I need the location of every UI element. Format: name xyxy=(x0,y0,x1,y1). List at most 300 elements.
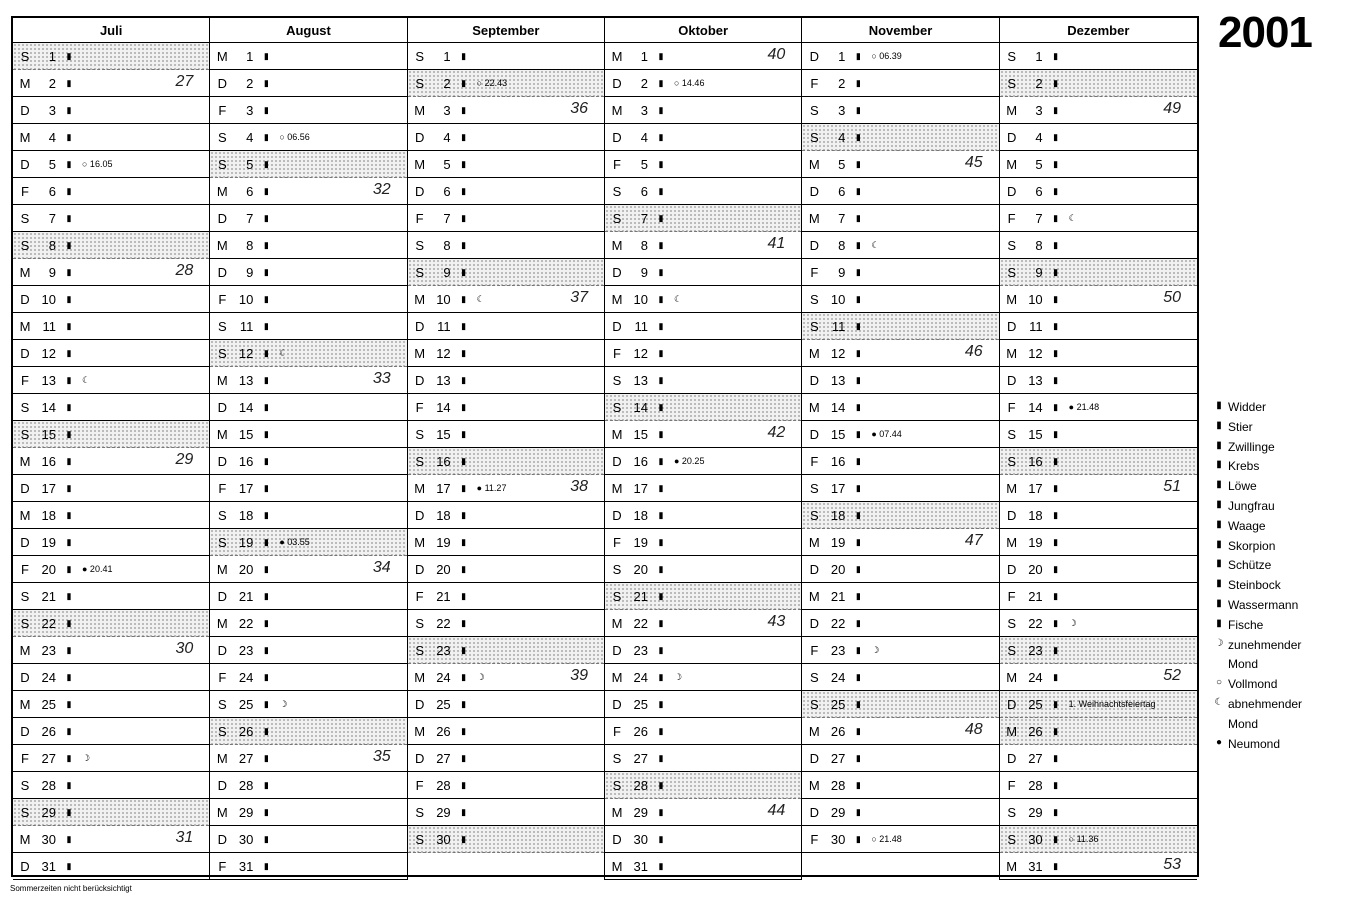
day-number: 23 xyxy=(1028,642,1043,658)
weekday-letter: D xyxy=(20,723,30,739)
week-number: 46 xyxy=(964,343,983,360)
day-row xyxy=(408,826,604,853)
zodiac-icon xyxy=(1049,861,1063,872)
day-row xyxy=(605,394,801,421)
zodiac-icon xyxy=(457,348,471,359)
legend-label: Mond xyxy=(1228,716,1259,731)
weekday-letter: M xyxy=(611,102,623,118)
day-number: 10 xyxy=(830,291,846,307)
weekday-letter: D xyxy=(414,372,425,388)
weekday-letter: M xyxy=(216,48,228,64)
legend-zodiac-item xyxy=(1210,400,1350,420)
day-row xyxy=(605,178,801,205)
weekday-letter: S xyxy=(1007,237,1016,253)
zodiac-icon xyxy=(457,591,471,602)
day-number: 16 xyxy=(436,453,451,469)
weekday-letter: F xyxy=(810,453,819,469)
weekday-letter: D xyxy=(809,426,820,442)
legend-label: Mond xyxy=(1228,657,1259,672)
weekday-letter: F xyxy=(415,777,424,793)
zodiac-icon xyxy=(457,699,471,710)
day-row xyxy=(1000,232,1197,259)
archer-icon: ▮ xyxy=(1216,558,1222,570)
weekday-letter: D xyxy=(414,507,425,523)
day-number: 25 xyxy=(633,696,648,712)
day-row xyxy=(210,70,406,97)
zodiac-icon xyxy=(1049,186,1063,197)
day-number: 14 xyxy=(41,399,56,415)
day-number: 12 xyxy=(1028,345,1043,361)
scorpion-icon: ▮ xyxy=(1216,538,1222,550)
weekday-letter: S xyxy=(1007,453,1016,469)
weekday-letter: S xyxy=(217,723,227,739)
weekday-letter: F xyxy=(21,750,29,766)
zodiac-icon xyxy=(851,726,865,737)
day-row xyxy=(605,124,801,151)
day-number: 2 xyxy=(1035,75,1043,91)
weekday-letter: S xyxy=(809,102,819,118)
day-number: 12 xyxy=(238,345,254,361)
weekday-letter: S xyxy=(809,480,819,496)
zodiac-icon xyxy=(62,591,76,602)
zodiac-icon xyxy=(259,321,273,332)
weekday-letter: S xyxy=(415,642,424,658)
day-row xyxy=(605,610,801,637)
zodiac-icon xyxy=(654,240,668,251)
moon-phase-icon: ☾ xyxy=(1214,696,1224,708)
day-row xyxy=(802,610,998,637)
day-number: 30 xyxy=(41,831,56,847)
weekday-letter: M xyxy=(414,534,426,550)
zodiac-icon xyxy=(259,726,273,737)
day-row xyxy=(605,97,801,124)
zodiac-icon xyxy=(259,807,273,818)
day-number: 21 xyxy=(41,588,56,604)
week-number: 35 xyxy=(372,748,391,765)
zodiac-icon xyxy=(1049,807,1063,818)
day-number: 17 xyxy=(436,480,451,496)
week-number: 42 xyxy=(767,424,786,441)
month-column xyxy=(13,18,210,880)
footnote: Sommerzeiten nicht berücksichtigt xyxy=(10,884,132,893)
legend-label: abnehmender xyxy=(1228,696,1303,711)
weekday-letter: D xyxy=(809,372,820,388)
day-number: 31 xyxy=(1028,858,1043,874)
bull-icon: ▮ xyxy=(1216,419,1222,431)
day-row xyxy=(605,502,801,529)
moon-phase: ○ 14.46 xyxy=(673,78,705,88)
weekday-letter: S xyxy=(20,210,30,226)
weekday-letter: F xyxy=(810,831,819,847)
weekday-letter: D xyxy=(612,642,622,658)
moon-phase: ● 20.25 xyxy=(673,456,705,466)
day-row xyxy=(1000,286,1197,313)
day-row xyxy=(605,799,801,826)
weekday-letter: M xyxy=(19,453,31,469)
zodiac-icon xyxy=(259,51,273,62)
day-row xyxy=(408,556,604,583)
day-number: 14 xyxy=(1028,399,1043,415)
day-row xyxy=(605,745,801,772)
weekday-letter: S xyxy=(217,507,227,523)
day-number: 19 xyxy=(238,534,254,550)
day-number: 24 xyxy=(238,669,254,685)
moon-phase: ○ 21.48 xyxy=(871,834,902,844)
day-row xyxy=(802,691,998,718)
day-row xyxy=(802,799,998,826)
day-row xyxy=(210,826,406,853)
day-number: 19 xyxy=(633,534,648,550)
day-row xyxy=(13,745,209,772)
zodiac-icon xyxy=(1049,456,1063,467)
zodiac-icon xyxy=(457,375,471,386)
zodiac-icon xyxy=(62,321,76,332)
day-row xyxy=(1000,610,1197,637)
day-number: 8 xyxy=(246,237,254,253)
day-row xyxy=(1000,394,1197,421)
week-number: 48 xyxy=(964,721,983,738)
day-number: 24 xyxy=(633,669,648,685)
weekday-letter: D xyxy=(217,399,228,415)
day-row xyxy=(13,97,209,124)
day-row xyxy=(210,232,406,259)
zodiac-icon xyxy=(259,159,273,170)
legend xyxy=(1210,400,1350,756)
day-number: 12 xyxy=(830,345,846,361)
zodiac-icon xyxy=(259,564,273,575)
day-number: 1 xyxy=(443,48,451,64)
zodiac-icon xyxy=(62,537,76,548)
moon-phase: ○ 06.56 xyxy=(279,132,310,142)
zodiac-icon xyxy=(259,132,273,143)
water-bearer-icon: ▮ xyxy=(1216,597,1222,609)
weekday-letter: F xyxy=(1007,399,1016,415)
zodiac-icon xyxy=(62,78,76,89)
day-number: 26 xyxy=(436,723,451,739)
zodiac-icon xyxy=(654,132,668,143)
weekday-letter: M xyxy=(414,480,426,496)
weekday-letter: D xyxy=(414,129,425,145)
weekday-letter: S xyxy=(217,129,227,145)
legend-moon-item xyxy=(1210,677,1350,697)
moon-phase: ☽ xyxy=(871,644,880,655)
weekday-letter: M xyxy=(414,291,426,307)
weekday-letter: M xyxy=(216,804,228,820)
zodiac-icon xyxy=(62,267,76,278)
week-number: 45 xyxy=(964,154,983,171)
week-number: 43 xyxy=(767,613,786,630)
day-number: 3 xyxy=(246,102,254,118)
weekday-letter: D xyxy=(217,588,228,604)
weekday-letter: S xyxy=(415,804,424,820)
zodiac-icon xyxy=(457,483,471,494)
month-header: September xyxy=(408,18,604,43)
day-row xyxy=(605,556,801,583)
weekday-letter: D xyxy=(217,453,228,469)
day-number: 9 xyxy=(838,264,846,280)
zodiac-icon xyxy=(62,753,76,764)
day-number: 29 xyxy=(436,804,451,820)
zodiac-icon xyxy=(851,51,865,62)
zodiac-icon xyxy=(259,780,273,791)
day-row xyxy=(1000,556,1197,583)
day-row xyxy=(408,448,604,475)
weekday-letter: F xyxy=(613,156,621,172)
day-number: 11 xyxy=(831,318,846,334)
month-header: Dezember xyxy=(1000,18,1197,43)
moon-phase: ○ 16.05 xyxy=(82,159,113,169)
legend-label: zunehmender xyxy=(1228,637,1302,652)
day-number: 14 xyxy=(830,399,846,415)
weekday-letter: F xyxy=(810,264,819,280)
legend-moon-item-cont xyxy=(1210,717,1350,737)
zodiac-icon xyxy=(62,726,76,737)
legend-moon-item xyxy=(1210,638,1350,658)
weekday-letter: S xyxy=(20,777,30,793)
week-number: 52 xyxy=(1163,667,1181,684)
zodiac-icon xyxy=(654,726,668,737)
day-row xyxy=(802,259,998,286)
weekday-letter: S xyxy=(20,48,30,64)
zodiac-icon xyxy=(1049,132,1063,143)
day-row xyxy=(605,205,801,232)
zodiac-icon xyxy=(654,186,668,197)
zodiac-icon xyxy=(1049,159,1063,170)
day-row xyxy=(408,151,604,178)
day-number: 28 xyxy=(238,777,254,793)
day-number: 17 xyxy=(633,480,648,496)
weekday-letter: M xyxy=(808,156,820,172)
weekday-letter: F xyxy=(1007,777,1016,793)
day-row xyxy=(408,178,604,205)
day-row xyxy=(408,70,604,97)
day-number: 15 xyxy=(1028,426,1043,442)
day-number: 9 xyxy=(1035,264,1043,280)
week-number: 53 xyxy=(1163,856,1181,873)
zodiac-icon xyxy=(851,267,865,278)
day-number: 4 xyxy=(838,129,846,145)
zodiac-icon xyxy=(62,51,76,62)
day-row xyxy=(1000,664,1197,691)
weekday-letter: M xyxy=(19,264,31,280)
day-number: 20 xyxy=(1028,561,1043,577)
day-number: 8 xyxy=(443,237,451,253)
day-row xyxy=(1000,151,1197,178)
day-row xyxy=(210,502,406,529)
day-row xyxy=(13,151,209,178)
day-number: 27 xyxy=(238,750,254,766)
weekday-letter: S xyxy=(612,399,622,415)
day-number: 29 xyxy=(41,804,56,820)
day-row xyxy=(408,124,604,151)
weekday-letter: D xyxy=(217,777,228,793)
weekday-letter: S xyxy=(1007,804,1016,820)
weekday-letter: M xyxy=(611,615,623,631)
day-number: 7 xyxy=(640,210,648,226)
legend-label: Vollmond xyxy=(1228,677,1278,692)
day-row xyxy=(802,43,998,70)
day-number: 24 xyxy=(830,669,846,685)
weekday-letter: M xyxy=(611,858,623,874)
day-number: 17 xyxy=(1028,480,1043,496)
day-row xyxy=(605,286,801,313)
day-number: 16 xyxy=(633,453,648,469)
day-number: 1 xyxy=(640,48,648,64)
day-number: 11 xyxy=(634,318,648,334)
day-row xyxy=(605,583,801,610)
day-row xyxy=(605,664,801,691)
weekday-letter: F xyxy=(415,588,424,604)
moon-phase: ● 20.41 xyxy=(82,564,113,574)
zodiac-icon xyxy=(654,834,668,845)
day-row xyxy=(605,853,801,880)
day-row xyxy=(210,43,406,70)
day-number: 18 xyxy=(830,507,846,523)
day-number: 2 xyxy=(443,75,451,91)
day-row xyxy=(210,151,406,178)
zodiac-icon xyxy=(259,537,273,548)
weekday-letter: M xyxy=(611,291,623,307)
day-row xyxy=(802,151,998,178)
day-number: 3 xyxy=(1035,102,1043,118)
weekday-letter: M xyxy=(808,534,820,550)
weekday-letter: M xyxy=(808,345,820,361)
day-row xyxy=(802,70,998,97)
day-row xyxy=(210,745,406,772)
day-row xyxy=(605,421,801,448)
zodiac-icon xyxy=(654,213,668,224)
day-row xyxy=(605,691,801,718)
weekday-letter: D xyxy=(1006,318,1017,334)
day-number: 24 xyxy=(436,669,451,685)
day-number: 19 xyxy=(1028,534,1043,550)
day-number: 24 xyxy=(41,669,56,685)
weekday-letter: S xyxy=(415,453,424,469)
zodiac-icon xyxy=(62,456,76,467)
weekday-letter: S xyxy=(217,345,227,361)
zodiac-icon xyxy=(851,753,865,764)
day-number: 26 xyxy=(830,723,846,739)
day-number: 28 xyxy=(436,777,451,793)
moon-phase: ● 07.44 xyxy=(871,429,902,439)
day-row xyxy=(605,151,801,178)
day-number: 10 xyxy=(436,291,451,307)
day-number: 16 xyxy=(238,453,254,469)
day-row xyxy=(13,43,209,70)
day-row xyxy=(408,340,604,367)
day-row xyxy=(802,529,998,556)
day-number: 31 xyxy=(238,858,254,874)
weekday-letter: D xyxy=(414,183,425,199)
zodiac-icon xyxy=(259,402,273,413)
day-number: 21 xyxy=(436,588,451,604)
day-number: 28 xyxy=(1028,777,1043,793)
day-number: 3 xyxy=(838,102,846,118)
zodiac-icon xyxy=(62,564,76,575)
zodiac-icon xyxy=(259,240,273,251)
day-row xyxy=(802,340,998,367)
day-row xyxy=(210,97,406,124)
zodiac-icon xyxy=(851,699,865,710)
day-number: 28 xyxy=(830,777,846,793)
day-number: 10 xyxy=(238,291,254,307)
day-row xyxy=(408,286,604,313)
day-row xyxy=(408,367,604,394)
legend-label: Skorpion xyxy=(1228,538,1276,553)
zodiac-icon xyxy=(62,240,76,251)
day-number: 6 xyxy=(246,183,254,199)
day-number: 17 xyxy=(830,480,846,496)
day-row xyxy=(802,124,998,151)
weekday-letter: M xyxy=(414,345,426,361)
day-number: 17 xyxy=(238,480,254,496)
twins-icon: ▮ xyxy=(1216,439,1222,451)
fish-icon: ▮ xyxy=(1216,617,1222,629)
weekday-letter: S xyxy=(217,318,227,334)
week-number: 44 xyxy=(767,802,786,819)
day-number: 5 xyxy=(640,156,648,172)
month-column xyxy=(605,18,802,880)
day-row xyxy=(1000,853,1197,880)
weekday-letter: M xyxy=(1006,102,1018,118)
weekday-letter: S xyxy=(217,696,227,712)
weekday-letter: M xyxy=(1006,156,1018,172)
zodiac-icon xyxy=(851,294,865,305)
zodiac-icon xyxy=(259,375,273,386)
weekday-letter: M xyxy=(19,75,31,91)
weekday-letter: S xyxy=(20,804,30,820)
day-number: 6 xyxy=(443,183,451,199)
zodiac-icon xyxy=(851,564,865,575)
day-number: 12 xyxy=(633,345,648,361)
week-number: 33 xyxy=(372,370,391,387)
legend-zodiac-item xyxy=(1210,440,1350,460)
legend-label: Schütze xyxy=(1228,558,1272,573)
day-row xyxy=(408,394,604,421)
weekday-letter: S xyxy=(20,615,30,631)
zodiac-icon xyxy=(851,537,865,548)
day-row xyxy=(210,610,406,637)
day-row xyxy=(13,826,209,853)
weekday-letter: M xyxy=(808,210,820,226)
day-row xyxy=(802,664,998,691)
day-row xyxy=(408,718,604,745)
day-number: 13 xyxy=(1028,372,1043,388)
day-row xyxy=(408,502,604,529)
zodiac-icon xyxy=(1049,294,1063,305)
weekday-letter: M xyxy=(414,102,426,118)
zodiac-icon xyxy=(62,483,76,494)
zodiac-icon xyxy=(457,753,471,764)
day-row xyxy=(1000,772,1197,799)
day-row xyxy=(210,772,406,799)
zodiac-icon xyxy=(62,402,76,413)
day-row xyxy=(210,367,406,394)
day-row xyxy=(13,178,209,205)
day-row xyxy=(802,556,998,583)
moon-phase: 1. Weihnachtsfeiertag xyxy=(1068,699,1156,709)
zodiac-icon xyxy=(1049,213,1063,224)
weekday-letter: M xyxy=(19,696,31,712)
day-number: 25 xyxy=(1028,696,1043,712)
moon-phase: ☽ xyxy=(279,698,288,709)
weekday-letter: D xyxy=(414,561,425,577)
zodiac-icon xyxy=(851,402,865,413)
zodiac-icon xyxy=(1049,375,1063,386)
day-row xyxy=(802,313,998,340)
day-number: 29 xyxy=(1028,804,1043,820)
weekday-letter: D xyxy=(414,750,425,766)
